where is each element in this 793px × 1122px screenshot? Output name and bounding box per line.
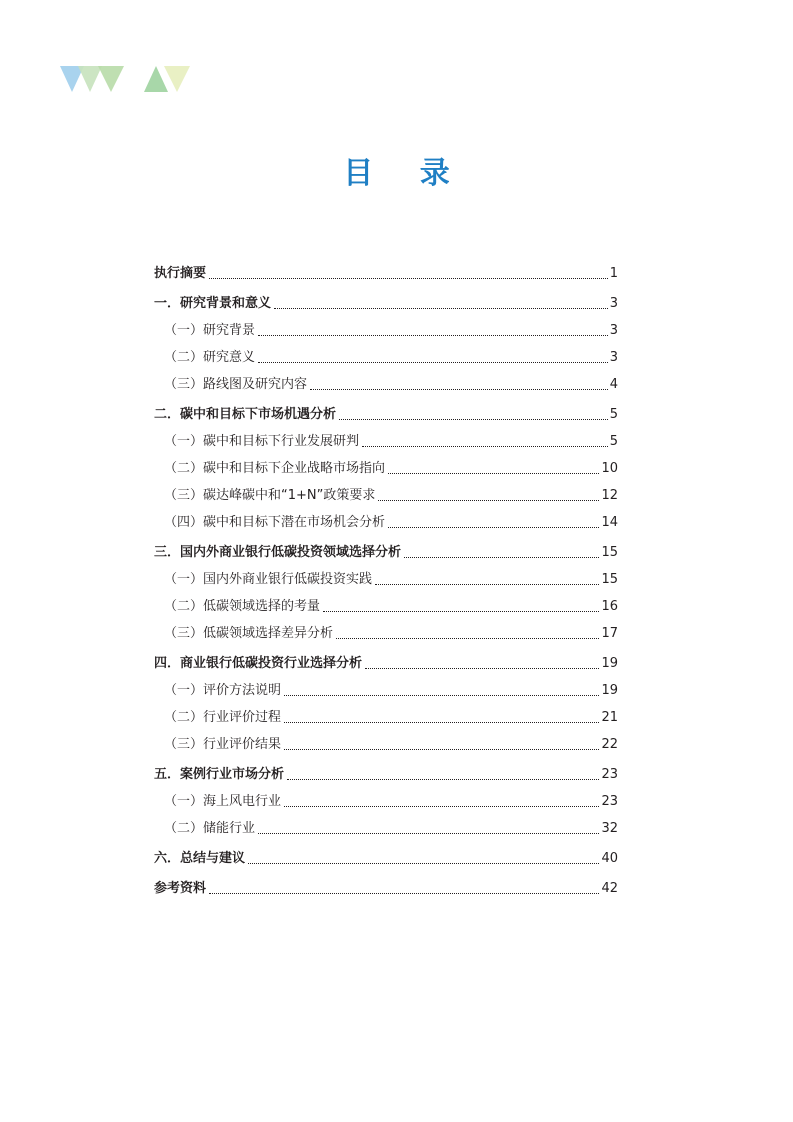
toc-section-entry[interactable] bbox=[154, 616, 618, 643]
toc-entry-label: （三）行业评价结果 bbox=[164, 737, 282, 752]
toc-entry-label: 四．商业银行低碳投资行业选择分析 bbox=[154, 656, 363, 671]
toc-page-number: 12 bbox=[601, 488, 618, 503]
toc-page-number: 10 bbox=[601, 461, 618, 476]
toc-section-entry[interactable] bbox=[154, 811, 618, 838]
dot-leader bbox=[378, 500, 599, 501]
toc-entry-label: 执行摘要 bbox=[154, 266, 207, 281]
toc-page-number: 23 bbox=[601, 794, 618, 809]
dot-leader bbox=[284, 806, 599, 807]
toc-page-number: 4 bbox=[609, 377, 618, 392]
toc-entry-label: 二．碳中和目标下市场机遇分析 bbox=[154, 407, 337, 422]
dot-leader bbox=[274, 308, 608, 309]
dot-leader bbox=[287, 779, 599, 780]
toc-page-number: 15 bbox=[601, 545, 618, 560]
toc-entry-label: （一）国内外商业银行低碳投资实践 bbox=[164, 572, 373, 587]
toc-page-number: 3 bbox=[609, 350, 618, 365]
toc-section-entry[interactable] bbox=[154, 424, 618, 451]
toc-entry-label: 三．国内外商业银行低碳投资领域选择分析 bbox=[154, 545, 402, 560]
toc-page-number: 15 bbox=[601, 572, 618, 587]
toc-entry-label: （四）碳中和目标下潜在市场机会分析 bbox=[164, 515, 386, 530]
toc-page-number: 5 bbox=[609, 407, 618, 422]
dot-leader bbox=[375, 584, 599, 585]
toc-section-entry[interactable] bbox=[154, 505, 618, 532]
toc-entry-label: （二）低碳领域选择的考量 bbox=[164, 599, 321, 614]
toc-page-number: 5 bbox=[609, 434, 618, 449]
toc-entry-label: （三）碳达峰碳中和“1+N”政策要求 bbox=[164, 488, 376, 503]
logo-triangle-3 bbox=[98, 66, 124, 92]
toc-entry-label: 参考资料 bbox=[154, 881, 207, 896]
toc-page-number: 17 bbox=[601, 626, 618, 641]
toc-section-entry[interactable] bbox=[154, 727, 618, 754]
logo-triangle-4 bbox=[144, 66, 168, 92]
dot-leader bbox=[258, 335, 608, 336]
dot-leader bbox=[388, 473, 599, 474]
toc-section-entry[interactable] bbox=[154, 340, 618, 367]
toc-entry-label: 六．总结与建议 bbox=[154, 851, 246, 866]
toc-page-number: 42 bbox=[601, 881, 618, 896]
dot-leader bbox=[339, 419, 608, 420]
toc-section-entry[interactable] bbox=[154, 784, 618, 811]
toc-chapter-entry[interactable] bbox=[154, 286, 618, 313]
toc-section-entry[interactable] bbox=[154, 451, 618, 478]
toc-entry-label: （一）碳中和目标下行业发展研判 bbox=[164, 434, 360, 449]
toc-page-number: 32 bbox=[601, 821, 618, 836]
toc-entry-label: 五．案例行业市场分析 bbox=[154, 767, 285, 782]
toc-page-number: 21 bbox=[601, 710, 618, 725]
toc-chapter-entry[interactable] bbox=[154, 535, 618, 562]
dot-leader bbox=[248, 863, 599, 864]
toc-section-entry[interactable] bbox=[154, 673, 618, 700]
dot-leader bbox=[388, 527, 599, 528]
toc-entry-label: （三）路线图及研究内容 bbox=[164, 377, 308, 392]
brand-logo-icon bbox=[60, 64, 194, 94]
page-title: 目 录 bbox=[343, 156, 468, 191]
dot-leader bbox=[310, 389, 608, 390]
toc-page-number: 19 bbox=[601, 656, 618, 671]
toc-entry-label: （一）海上风电行业 bbox=[164, 794, 282, 809]
table-of-contents bbox=[154, 256, 618, 898]
toc-chapter-entry[interactable] bbox=[154, 256, 618, 283]
logo-triangle-2 bbox=[78, 66, 102, 92]
dot-leader bbox=[336, 638, 599, 639]
toc-section-entry[interactable] bbox=[154, 313, 618, 340]
toc-entry-label: （二）碳中和目标下企业战略市场指向 bbox=[164, 461, 386, 476]
dot-leader bbox=[284, 695, 599, 696]
toc-entry-label: （三）低碳领域选择差异分析 bbox=[164, 626, 334, 641]
toc-entry-label: （一）评价方法说明 bbox=[164, 683, 282, 698]
toc-page-number: 23 bbox=[601, 767, 618, 782]
toc-page-number: 14 bbox=[601, 515, 618, 530]
dot-leader bbox=[258, 833, 599, 834]
toc-section-entry[interactable] bbox=[154, 478, 618, 505]
toc-section-entry[interactable] bbox=[154, 589, 618, 616]
toc-entry-label: （二）研究意义 bbox=[164, 350, 256, 365]
toc-page-number: 1 bbox=[609, 266, 618, 281]
logo-triangle-5 bbox=[164, 66, 190, 92]
toc-entry-label: （二）储能行业 bbox=[164, 821, 256, 836]
dot-leader bbox=[209, 893, 599, 894]
dot-leader bbox=[323, 611, 599, 612]
toc-chapter-entry[interactable] bbox=[154, 397, 618, 424]
toc-page-number: 40 bbox=[601, 851, 618, 866]
dot-leader bbox=[365, 668, 599, 669]
toc-section-entry[interactable] bbox=[154, 562, 618, 589]
dot-leader bbox=[284, 722, 599, 723]
toc-entry-label: （一）研究背景 bbox=[164, 323, 256, 338]
toc-page-number: 22 bbox=[601, 737, 618, 752]
toc-section-entry[interactable] bbox=[154, 367, 618, 394]
dot-leader bbox=[209, 278, 608, 279]
toc-page-number: 3 bbox=[609, 323, 618, 338]
toc-page-number: 16 bbox=[601, 599, 618, 614]
toc-chapter-entry[interactable] bbox=[154, 757, 618, 784]
toc-chapter-entry[interactable] bbox=[154, 871, 618, 898]
toc-page-number: 3 bbox=[609, 296, 618, 311]
dot-leader bbox=[404, 557, 599, 558]
toc-entry-label: 一．研究背景和意义 bbox=[154, 296, 272, 311]
toc-section-entry[interactable] bbox=[154, 700, 618, 727]
dot-leader bbox=[362, 446, 608, 447]
toc-page-number: 19 bbox=[601, 683, 618, 698]
toc-chapter-entry[interactable] bbox=[154, 841, 618, 868]
dot-leader bbox=[258, 362, 608, 363]
toc-entry-label: （二）行业评价过程 bbox=[164, 710, 282, 725]
toc-chapter-entry[interactable] bbox=[154, 646, 618, 673]
dot-leader bbox=[284, 749, 599, 750]
